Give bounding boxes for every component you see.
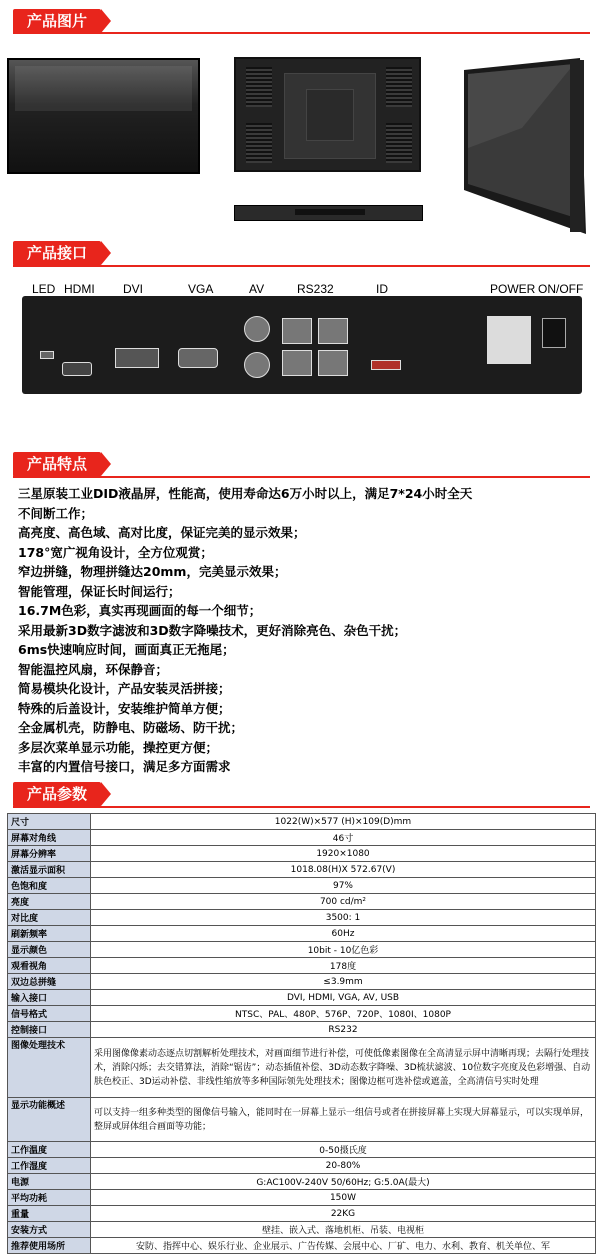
product-front-image bbox=[7, 58, 200, 174]
spec-row bbox=[8, 1038, 596, 1098]
spec-key: 输入接口 bbox=[8, 990, 91, 1006]
spec-value: 20-80% bbox=[91, 1158, 596, 1174]
product-bottom-image bbox=[234, 205, 423, 221]
spec-value: 0-50摄氏度 bbox=[91, 1142, 596, 1158]
feature-item: 不间断工作； bbox=[18, 505, 94, 521]
spec-key: 工作湿度 bbox=[8, 1158, 91, 1174]
spec-key: 屏幕对角线 bbox=[8, 830, 91, 846]
spec-value: 安防、指挥中心、娱乐行业、企业展示、广告传媒、会展中心、厂矿、电力、水利、教育、机关单位、军 bbox=[91, 1238, 596, 1254]
spec-row bbox=[8, 1158, 596, 1174]
spec-key: 电源 bbox=[8, 1174, 91, 1190]
feature-item: 简易模块化设计，产品安装灵活拼接； bbox=[18, 681, 231, 696]
spec-key: 推荐使用场所 bbox=[8, 1238, 91, 1254]
interface-panel bbox=[22, 296, 582, 394]
spec-row bbox=[8, 1174, 596, 1190]
port-label-id: ID bbox=[376, 282, 388, 296]
feature-item: 6ms快速响应时间，画面真正无拖尾； bbox=[18, 642, 235, 657]
spec-value: 97% bbox=[91, 878, 596, 894]
spec-row bbox=[8, 958, 596, 974]
feature-item: 16.7M色彩，真实再现画面的每一个细节； bbox=[18, 603, 262, 618]
spec-key: 显示功能概述 bbox=[8, 1098, 91, 1142]
spec-row bbox=[8, 862, 596, 878]
section-header-params: 产品参数 bbox=[13, 782, 101, 807]
spec-value: RS232 bbox=[91, 1022, 596, 1038]
id-dip-switch bbox=[371, 360, 401, 370]
hdmi-port bbox=[62, 362, 92, 376]
spec-row bbox=[8, 1006, 596, 1022]
spec-key: 工作温度 bbox=[8, 1142, 91, 1158]
spec-key: 屏幕分辨率 bbox=[8, 846, 91, 862]
spec-key: 观看视角 bbox=[8, 958, 91, 974]
spec-row bbox=[8, 846, 596, 862]
rs232-out-port-2 bbox=[318, 350, 348, 376]
spec-table bbox=[7, 813, 596, 1254]
vga-port bbox=[178, 348, 218, 368]
spec-key: 色饱和度 bbox=[8, 878, 91, 894]
spec-key: 安装方式 bbox=[8, 1222, 91, 1238]
spec-value: G:AC100V-240V 50/60Hz; G:5.0A(最大) bbox=[91, 1174, 596, 1190]
av-port-1 bbox=[244, 316, 270, 342]
power-socket bbox=[487, 316, 531, 364]
feature-item: 三星原装工业DID液晶屏，性能高，使用寿命达6万小时以上，满足7*24小时全天 bbox=[18, 486, 473, 501]
spec-value: 1018.08(H)X 572.67(V) bbox=[91, 862, 596, 878]
section-header-images: 产品图片 bbox=[13, 9, 101, 34]
spec-value: ≤3.9mm bbox=[91, 974, 596, 990]
port-label-av: AV bbox=[249, 282, 265, 296]
spec-value: 700 cd/m² bbox=[91, 894, 596, 910]
feature-item: 全金属机壳，防静电、防磁场、防干扰； bbox=[18, 720, 244, 735]
spec-value: 46寸 bbox=[91, 830, 596, 846]
spec-row bbox=[8, 910, 596, 926]
spec-row bbox=[8, 1098, 596, 1142]
spec-key: 控制接口 bbox=[8, 1022, 91, 1038]
feature-item: 特殊的后盖设计，安装维护简单方便； bbox=[18, 700, 231, 716]
spec-key: 显示颜色 bbox=[8, 942, 91, 958]
spec-row bbox=[8, 1206, 596, 1222]
dvi-port bbox=[115, 348, 159, 368]
feature-item: 178°宽广视角设计，全方位观赏； bbox=[18, 544, 213, 560]
spec-row bbox=[8, 1190, 596, 1206]
spec-row bbox=[8, 814, 596, 830]
spec-row bbox=[8, 830, 596, 846]
spec-value: NTSC、PAL、480P、576P、720P、1080I、1080P bbox=[91, 1006, 596, 1022]
feature-item: 多层次菜单显示功能，操控更方便； bbox=[18, 739, 219, 755]
spec-value: 采用图像像素动态逐点切割解析处理技术，对画面细节进行补偿，可使低像素图像在全高清显示屏中清晰再现；去隔行处理技术，消除闪烁；去交错算法，消除“锯齿”；动态插值补偿、3D动态数字降噪、3D梳状滤波、10位数字亮度及色彩增强、自动肤色校正、3D运动补偿、非线性缩放等多种国际领先处理技术；图像边框可选补偿或遮盖，全高清信号实时处理 bbox=[91, 1038, 596, 1098]
spec-key: 双边总拼缝 bbox=[8, 974, 91, 990]
spec-row bbox=[8, 1142, 596, 1158]
spec-key: 刷新频率 bbox=[8, 926, 91, 942]
port-label-vga: VGA bbox=[188, 282, 214, 296]
port-label-onoff: ON/OFF bbox=[538, 282, 584, 296]
spec-row bbox=[8, 878, 596, 894]
feature-item: 智能温控风扇，环保静音； bbox=[18, 661, 169, 677]
spec-value: 壁挂、嵌入式、落地机柜、吊装、电视柜 bbox=[91, 1222, 596, 1238]
spec-value: 150W bbox=[91, 1190, 596, 1206]
spec-row bbox=[8, 990, 596, 1006]
spec-value: DVI, HDMI, VGA, AV, USB bbox=[91, 990, 596, 1006]
spec-value: 178度 bbox=[91, 958, 596, 974]
feature-item: 窄边拼缝，物理拼缝达20mm，完美显示效果； bbox=[18, 564, 287, 579]
rs232-in-port-2 bbox=[282, 350, 312, 376]
spec-key: 尺寸 bbox=[8, 814, 91, 830]
port-label-dvi: DVI bbox=[123, 282, 144, 296]
spec-key: 亮度 bbox=[8, 894, 91, 910]
spec-value: 1022(W)×577 (H)×109(D)mm bbox=[91, 814, 596, 830]
port-label-led: LED bbox=[32, 282, 56, 296]
spec-key: 平均功耗 bbox=[8, 1190, 91, 1206]
spec-row bbox=[8, 894, 596, 910]
spec-row bbox=[8, 1238, 596, 1254]
av-port-2 bbox=[244, 352, 270, 378]
spec-value: 1920×1080 bbox=[91, 846, 596, 862]
product-side-image bbox=[462, 58, 586, 234]
feature-list bbox=[18, 484, 588, 777]
spec-key: 激活显示面积 bbox=[8, 862, 91, 878]
spec-value: 22KG bbox=[91, 1206, 596, 1222]
product-back-image bbox=[234, 57, 421, 172]
port-label-rs232: RS232 bbox=[297, 282, 334, 296]
spec-key: 图像处理技术 bbox=[8, 1038, 91, 1098]
spec-row bbox=[8, 1222, 596, 1238]
feature-item: 采用最新3D数字滤波和3D数字降噪技术，更好消除亮色、杂色干扰； bbox=[18, 622, 407, 638]
port-label-power: POWER bbox=[490, 282, 536, 296]
led-port bbox=[40, 351, 54, 359]
spec-key: 重量 bbox=[8, 1206, 91, 1222]
spec-row bbox=[8, 974, 596, 990]
port-label-hdmi: HDMI bbox=[64, 282, 95, 296]
power-switch bbox=[542, 318, 566, 348]
spec-row bbox=[8, 1022, 596, 1038]
feature-item: 智能管理，保证长时间运行； bbox=[18, 583, 181, 599]
feature-item: 丰富的内置信号接口，满足多方面需求 bbox=[18, 759, 231, 774]
spec-row bbox=[8, 926, 596, 942]
section-header-interface: 产品接口 bbox=[13, 241, 101, 266]
rs232-in-port bbox=[282, 318, 312, 344]
spec-key: 对比度 bbox=[8, 910, 91, 926]
feature-item: 高亮度、高色域、高对比度，保证完美的显示效果； bbox=[18, 525, 306, 540]
spec-row bbox=[8, 942, 596, 958]
spec-value: 10bit - 10亿色彩 bbox=[91, 942, 596, 958]
rs232-out-port bbox=[318, 318, 348, 344]
spec-value: 3500: 1 bbox=[91, 910, 596, 926]
spec-value: 60Hz bbox=[91, 926, 596, 942]
spec-key: 信号格式 bbox=[8, 1006, 91, 1022]
section-header-features: 产品特点 bbox=[13, 452, 101, 477]
spec-value: 可以支持一组多种类型的图像信号输入，能同时在一屏幕上显示一组信号或者在拼接屏幕上实现大屏幕显示，可以实现单屏，整屏或屏体组合画面等功能； bbox=[91, 1098, 596, 1142]
